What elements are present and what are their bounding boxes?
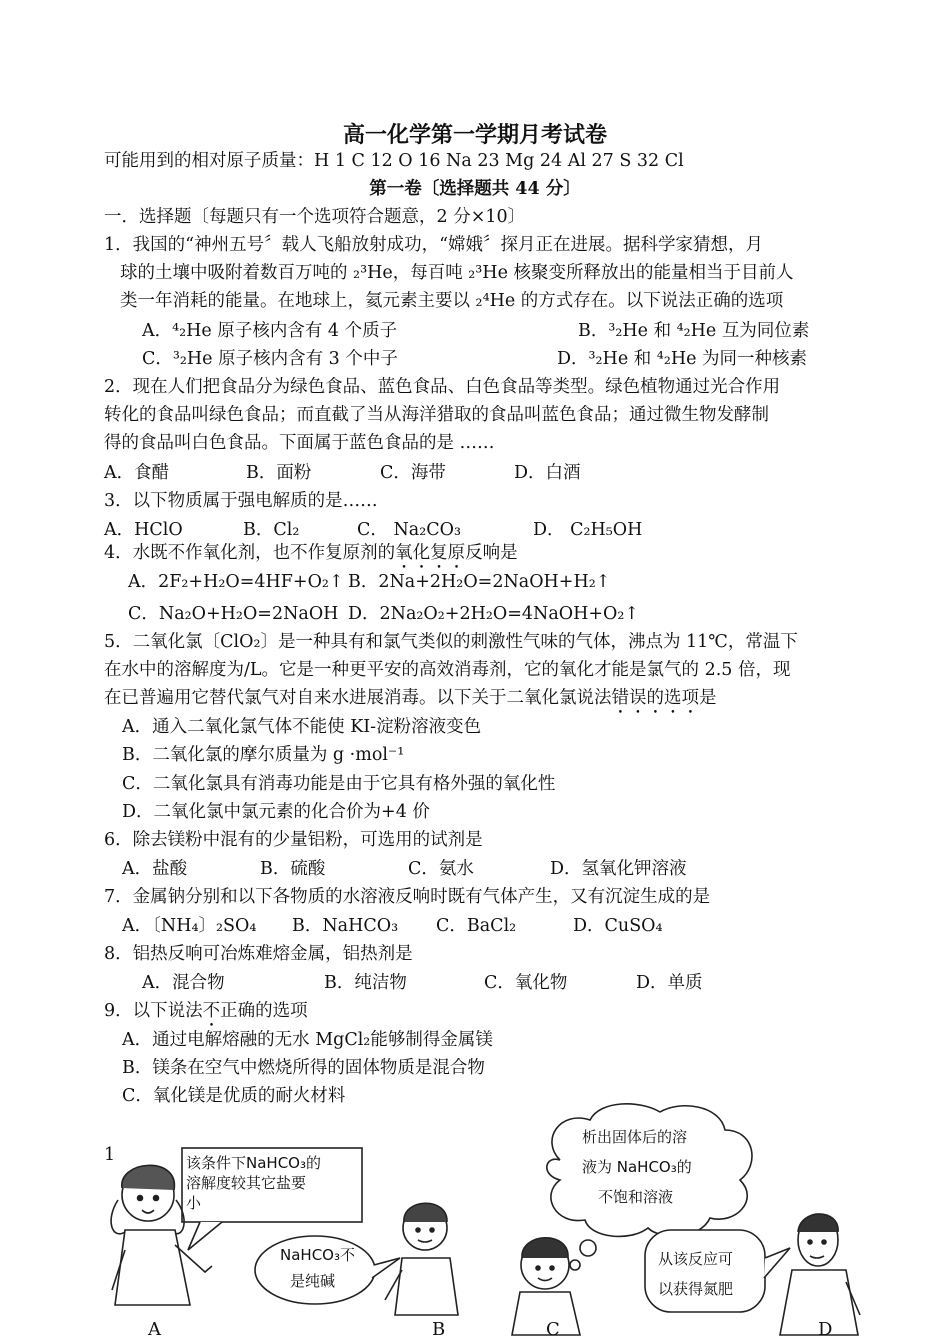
bubble-a-line2: 溶解度较其它盐要 <box>186 1174 307 1192</box>
q5-option-c: C．二氧化氯具有消毒功能是由于它具有格外强的氧化性 <box>122 774 556 794</box>
q1-option-b: B．³₂He 和 ⁴₂He 互为同位素 <box>578 321 810 341</box>
q2-option-d: D．白酒 <box>514 463 581 483</box>
bubble-b-line1: NaHCO₃不 <box>280 1246 355 1264</box>
q9-line1 <box>104 1000 308 1031</box>
bubble-c-line2: 液为 NaHCO₃的 <box>582 1158 692 1176</box>
bubble-d-line1: 从该反应可 <box>658 1250 734 1268</box>
q6-option-d: D．氢氧化钾溶液 <box>550 859 687 879</box>
cartoon-label-b: B <box>432 1319 446 1340</box>
q3-option-a: A．HClO <box>104 520 183 540</box>
q3-option-b: B．Cl₂ <box>243 520 300 540</box>
q5-line1: 5．二氧化氯〔ClO₂〕是一种具有和氯气类似的刺激性气味的气体，沸点为 11℃，常温下 <box>104 632 798 652</box>
cartoon-label-a: A <box>148 1319 161 1340</box>
bubble-b-line2: 是纯碱 <box>290 1272 336 1290</box>
q5-line2: 在水中的溶解度为/L。它是一种更平安的高效消毒剂，它的氧化才能是氯气的 2.5 倍，现 <box>104 660 791 680</box>
cartoon-label-c: C <box>546 1319 560 1340</box>
speech-bubble-d <box>645 1230 765 1312</box>
q4-option-c: C．Na₂O+H₂O=2NaOH <box>128 604 339 624</box>
bubble-d-line2: 以获得氮肥 <box>658 1280 734 1298</box>
cartoon-illustration <box>0 1100 950 1342</box>
page-title: 高一化学第一学期月考试卷 <box>342 122 607 148</box>
q1-line3: 类一年消耗的能量。在地球上，氦元素主要以 ₂⁴He 的方式存在。以下说法正确的选项 <box>120 291 784 311</box>
q1-option-a: A．⁴₂He 原子核内含有 4 个质子 <box>142 321 398 341</box>
q2-option-a: A．食醋 <box>104 463 170 483</box>
q2-line2: 转化的食品叫绿色食品；而直截了当从海洋猎取的食品叫蓝色食品；通过微生物发酵制 <box>104 405 769 425</box>
q2-line3: 得的食品叫白色食品。下面属于蓝色食品的是 …… <box>104 433 495 453</box>
atomic-masses: 可能用到的相对原子质量：H 1 C 12 O 16 Na 23 Mg 24 Al 27 S 32 Cl <box>104 151 684 171</box>
bubble-a-line1: 该条件下NaHCO₃的 <box>186 1154 321 1172</box>
q8-line1: 8．铝热反响可冶炼难熔金属，铝热剂是 <box>104 944 413 964</box>
q6-option-a: A．盐酸 <box>122 859 188 879</box>
q7-option-c: C．BaCl₂ <box>436 916 517 936</box>
q7-line1: 7．金属钠分别和以下各物质的水溶液反响时既有气体产生，又有沉淀生成的是 <box>104 887 711 907</box>
q8-option-b: B．纯洁物 <box>324 973 407 993</box>
person-d-figure <box>780 1214 860 1335</box>
bubble-a-line3: 小 <box>186 1194 202 1212</box>
q10-number: 1 <box>104 1145 116 1165</box>
q2-option-c: C．海带 <box>380 463 446 483</box>
q9-option-c: C．氧化镁是优质的耐火材料 <box>122 1086 346 1103</box>
q9-option-b: B．镁条在空气中燃烧所得的固体物质是混合物 <box>122 1058 485 1078</box>
q1-option-c: C．³₂He 原子核内含有 3 个中子 <box>142 349 398 369</box>
q8-option-a: A．混合物 <box>142 973 225 993</box>
q7-option-b: B．NaHCO₃ <box>292 916 399 936</box>
q6-option-b: B．硫酸 <box>260 859 326 879</box>
q1-option-d: D．³₂He 和 ⁴₂He 为同一种核素 <box>557 349 808 369</box>
q6-option-c: C．氨水 <box>408 859 474 879</box>
part-heading: 第一卷〔选择题共 44 分〕 <box>369 179 581 199</box>
bubble-c-line3: 不饱和溶液 <box>598 1188 674 1206</box>
q8-option-d: D．单质 <box>636 973 703 993</box>
q9-text-a: 9．以下说法 <box>104 1001 203 1021</box>
section-heading: 一．选择题〔每题只有一个选项符合题意，2 分×10〕 <box>104 207 526 227</box>
q3-line1: 3．以下物质属于强电解质的是…… <box>104 491 378 511</box>
q4-option-d: D．2Na₂O₂+2H₂O=4NaOH+O₂↑ <box>348 604 640 624</box>
q9-emphasis: 不 <box>202 1001 221 1021</box>
q5-text-a: 在已普遍用它替代氯气对自来水进展消毒。以下关于二氧化氯说法 <box>104 688 612 708</box>
q5-option-b: B．二氧化氯的摩尔质量为 g ·mol⁻¹ <box>122 745 405 765</box>
q4-line1 <box>104 542 518 573</box>
q5-option-d: D．二氧化氯中氯元素的化合价为+4 价 <box>122 802 430 822</box>
q5-text-c: 是 <box>699 688 717 708</box>
q1-line2: 球的土壤中吸附着数百万吨的 ₂³He，每百吨 ₂³He 核聚变所释放出的能量相当于目前人 <box>120 263 794 283</box>
q9-option-a: A．通过电解熔融的无水 MgCl₂能够制得金属镁 <box>122 1030 493 1050</box>
q5-emphasis: 错误的选项 <box>611 688 699 708</box>
q5-option-a: A．通入二氧化氯气体不能使 KI-淀粉溶液变色 <box>122 717 482 737</box>
q7-option-a: A．〔NH₄〕₂SO₄ <box>122 916 257 936</box>
q6-line1: 6．除去镁粉中混有的少量铝粉，可选用的试剂是 <box>104 830 483 850</box>
q5-line3 <box>104 687 717 718</box>
q4-text-a: 4．水既不作氧化剂，也不作复原剂的 <box>104 543 396 563</box>
q1-line1: 1．我国的“神州五号〞载人飞船放射成功，“嫦娥〞探月正在进展。据科学家猜想，月 <box>104 235 764 255</box>
q4-option-a: A．2F₂+H₂O=4HF+O₂↑ <box>128 572 344 592</box>
q7-option-d: D．CuSO₄ <box>573 916 663 936</box>
q8-option-c: C．氧化物 <box>484 973 568 993</box>
q9-text-c: 正确的选项 <box>220 1001 308 1021</box>
q3-option-c: C． Na₂CO₃ <box>357 520 461 540</box>
q4-text-c: 反响是 <box>465 543 518 563</box>
q3-option-d: D． C₂H₅OH <box>533 520 643 540</box>
q4-emphasis: 氧化复原 <box>395 543 466 563</box>
cartoon-label-d: D <box>818 1319 833 1340</box>
bubble-c-line1: 析出固体后的溶 <box>582 1128 688 1146</box>
q4-option-b: B．2Na+2H₂O=2NaOH+H₂↑ <box>348 572 611 592</box>
q2-option-b: B．面粉 <box>246 463 312 483</box>
q2-line1: 2．现在人们把食品分为绿色食品、蓝色食品、白色食品等类型。绿色植物通过光合作用 <box>104 377 781 397</box>
